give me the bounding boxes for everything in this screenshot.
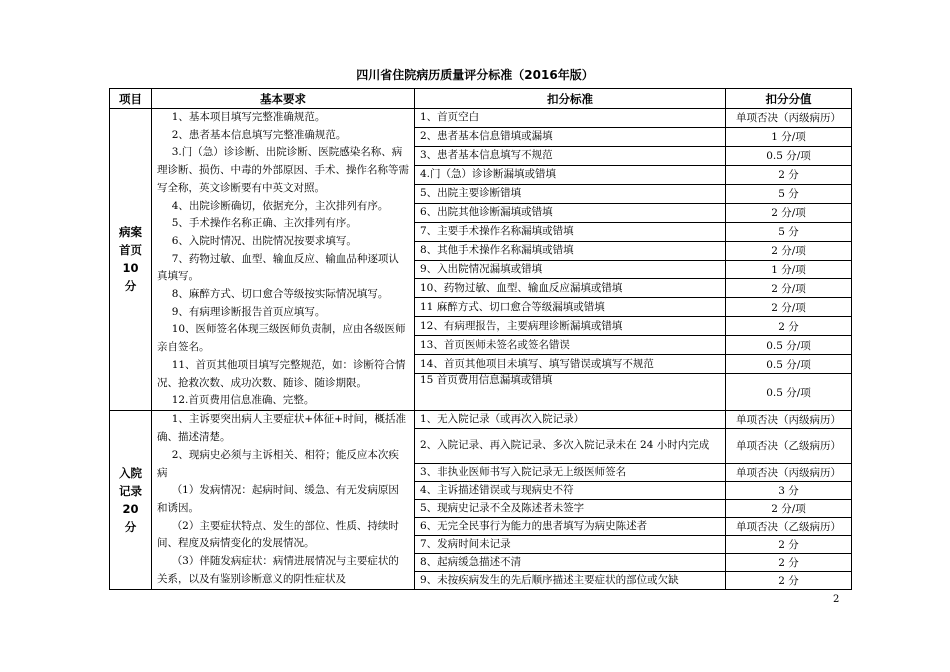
deduction-value-cell: 0.5 分/项	[726, 355, 852, 374]
deduction-value-cell: 2 分	[726, 571, 852, 589]
deduction-value-cell: 2 分/项	[726, 298, 852, 317]
deduction-standard-cell: 9、未按疾病发生的先后顺序描述主要症状的部位或欠缺	[415, 571, 726, 589]
deduction-value-cell: 3 分	[726, 481, 852, 499]
deduction-standard-cell: 8、起病缓急描述不清	[415, 553, 726, 571]
deduction-standard-cell: 15 首页费用信息漏填或错填	[415, 374, 726, 411]
requirement-item: 4、出院诊断确切，依据充分，主次排列有序。	[171, 199, 389, 212]
deduction-standard-cell: 13、首页医师未签名或签名错误	[415, 336, 726, 355]
header-item: 项目	[110, 89, 152, 109]
requirements-cell	[152, 410, 415, 589]
deduction-standard-cell: 1、首页空白	[415, 109, 726, 128]
deduction-value-cell: 单项否决（丙级病历）	[726, 463, 852, 481]
section-item-label: 入院	[119, 465, 142, 480]
deduction-value-cell: 2 分/项	[726, 499, 852, 517]
requirement-item: 1、基本项目填写完整准确规范。	[171, 111, 326, 123]
deduction-value-cell: 单项否决（乙级病历）	[726, 428, 852, 463]
section-item-label: 记录	[119, 483, 142, 498]
deduction-standard-cell: 11 麻醉方式、切口愈合等级漏填或错填	[415, 298, 726, 317]
deduction-value-cell: 2 分	[726, 553, 852, 571]
requirement-item: （1）发病情况：起病时间、缓急、有无发病原因和诱因。	[157, 484, 399, 514]
deduction-value-cell: 1 分/项	[726, 127, 852, 146]
requirement-item: （2）主要症状特点、发生的部位、性质、持续时间、程度及病情变化的发展情况。	[157, 519, 399, 550]
requirements-cell	[152, 109, 415, 411]
table-body	[110, 109, 852, 590]
requirement-item: 11、首页其他项目填写完整规范，如：诊断符合情况、抢救次数、成功次数、随诊、随诊期限。	[157, 358, 406, 389]
deduction-standard-cell: 6、出院其他诊断漏填或错填	[415, 203, 726, 222]
deduction-value-cell: 5 分	[726, 222, 852, 241]
deduction-standard-cell: 2、入院记录、再入院记录、多次入院记录未在 24 小时内完成	[415, 428, 726, 463]
requirement-item: 1、主诉要突出病人主要症状+体征+时间，概括准确、描述清楚。	[157, 413, 406, 444]
requirement-item: 6、入院时情况、出院情况按要求填写。	[171, 234, 357, 247]
deduction-standard-cell: 14、首页其他项目未填写、填写错误或填写不规范	[415, 355, 726, 374]
header-deduction-value: 扣分分值	[726, 89, 852, 109]
header-deduction-standard: 扣分标准	[415, 89, 726, 109]
deduction-standard-cell: 3、患者基本信息填写不规范	[415, 146, 726, 165]
deduction-value-cell: 单项否决（丙级病历）	[726, 410, 852, 428]
scoring-table	[109, 88, 852, 590]
deduction-standard-cell: 7、发病时间未记录	[415, 535, 726, 553]
deduction-value-cell: 1 分/项	[726, 260, 852, 279]
deduction-value-cell: 2 分	[726, 317, 852, 336]
requirement-item: 9、有病理诊断报告首页应填写。	[171, 305, 326, 318]
deduction-standard-cell: 1、无入院记录（或再次入院记录）	[415, 410, 726, 428]
deduction-standard-cell: 9、入出院情况漏填或错填	[415, 260, 726, 279]
page-number: 2	[833, 594, 840, 605]
requirement-item: 12.首页费用信息准确、完整。	[171, 394, 315, 407]
deduction-standard-cell: 5、出院主要诊断错填	[415, 184, 726, 203]
section-item-cell	[110, 410, 152, 589]
deduction-standard-cell: 10、药物过敏、血型、输血反应漏填或错填	[415, 279, 726, 298]
deduction-value-cell: 2 分/项	[726, 203, 852, 222]
section-item-label: 病案	[119, 225, 142, 240]
table-row	[110, 109, 852, 128]
requirement-item: 5、手术操作名称正确、主次排列有序。	[171, 217, 357, 230]
section-item-cell	[110, 109, 152, 411]
deduction-value-cell: 2 分/项	[726, 241, 852, 260]
deduction-standard-cell: 2、患者基本信息错填或漏填	[415, 127, 726, 146]
requirement-item: 3.门（急）诊诊断、出院诊断、医院感染名称、病理诊断、损伤、中毒的外部原因、手术、操作名称等需写全称，英文诊断要有中英文对照。	[157, 146, 409, 194]
requirement-item: 10、医师签名体现三级医师负责制，应由各级医师亲自签名。	[157, 323, 406, 354]
table-header-row	[110, 89, 852, 109]
deduction-standard-cell: 3、非执业医师书写入院记录无上级医师签名	[415, 463, 726, 481]
deduction-value-cell: 2 分	[726, 165, 852, 184]
deduction-standard-cell: 8、其他手术操作名称漏填或错填	[415, 241, 726, 260]
deduction-standard-cell: 6、无完全民事行为能力的患者填写为病史陈述者	[415, 517, 726, 535]
deduction-standard-cell: 7、主要手术操作名称漏填或错填	[415, 222, 726, 241]
deduction-standard-cell: 12、有病理报告，主要病理诊断漏填或错填	[415, 317, 726, 336]
deduction-standard-cell: 4.门（急）诊诊断漏填或错填	[415, 165, 726, 184]
document-title: 四川省住院病历质量评分标准（2016年版）	[356, 68, 594, 82]
requirement-item: 2、现病史必须与主诉相关、相符；能反应本次疾病	[157, 448, 399, 479]
section-item-label: 首页	[119, 243, 142, 258]
deduction-value-cell: 0.5 分/项	[726, 146, 852, 165]
section-item-label: 20 分	[122, 501, 139, 534]
deduction-value-cell: 0.5 分/项	[726, 336, 852, 355]
header-requirements: 基本要求	[152, 89, 415, 109]
section-item-label: 10 分	[122, 261, 139, 294]
table-row	[110, 410, 852, 428]
deduction-value-cell: 单项否决（乙级病历）	[726, 517, 852, 535]
deduction-value-cell: 0.5 分/项	[726, 374, 852, 411]
deduction-value-cell: 2 分	[726, 535, 852, 553]
requirement-item: 7、药物过敏、血型、输血反应、输血品种逐项认真填写。	[157, 252, 399, 283]
requirement-item: 2、患者基本信息填写完整准确规范。	[171, 128, 347, 141]
deduction-value-cell: 单项否决（丙级病历）	[726, 109, 852, 128]
deduction-standard-cell: 4、主诉描述错误或与现病史不符	[415, 481, 726, 499]
requirement-item: 8、麻醉方式、切口愈合等级按实际情况填写。	[171, 288, 389, 301]
deduction-value-cell: 5 分	[726, 184, 852, 203]
requirement-item: （3）伴随发病症状：病情进展情况与主要症状的关系，以及有鉴别诊断意义的阴性症状及	[157, 555, 399, 585]
deduction-value-cell: 2 分/项	[726, 279, 852, 298]
deduction-standard-cell: 5、现病史记录不全及陈述者未签字	[415, 499, 726, 517]
